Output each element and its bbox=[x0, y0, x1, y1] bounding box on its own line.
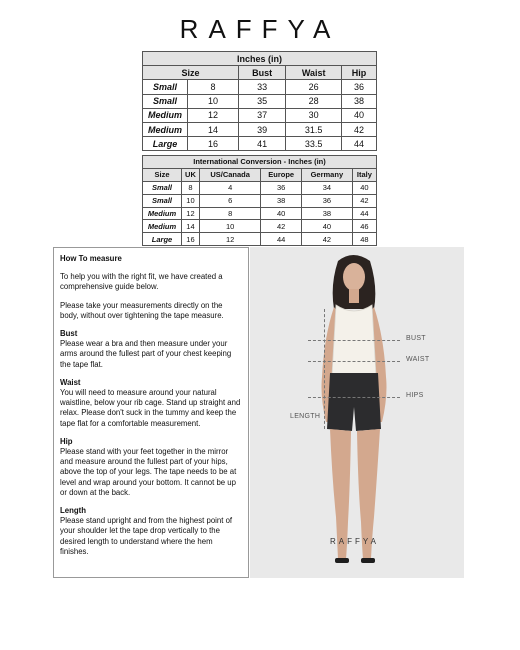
brand-logo: RAFFYA bbox=[179, 14, 341, 44]
waist-guide-line bbox=[308, 361, 400, 362]
germany-value: 34 bbox=[302, 181, 353, 194]
uk-size: 10 bbox=[188, 94, 239, 108]
international-conversion-table bbox=[142, 155, 377, 246]
table-row bbox=[143, 80, 377, 94]
size-label: Medium bbox=[143, 122, 188, 136]
bust-text: Please wear a bra and then measure under your arms around the fullest part of your chest keeping the tape flat. bbox=[60, 339, 232, 369]
italy-value: 44 bbox=[352, 207, 376, 220]
size-label: Large bbox=[143, 137, 188, 151]
italy-value: 48 bbox=[352, 233, 376, 246]
table-row bbox=[143, 122, 377, 136]
how-to-measure-panel bbox=[53, 247, 249, 578]
waist-text: You will need to measure around your natural waistline, below your rib cage. Stand up straight and relax. Please don't suck in the tummy and keep the tape flat for a comfortable measurement. bbox=[60, 388, 241, 428]
bust-heading: Bust bbox=[60, 329, 78, 339]
uk-value: 12 bbox=[182, 207, 200, 220]
hip-value: 40 bbox=[342, 108, 377, 122]
hip-value: 38 bbox=[342, 94, 377, 108]
uk-value: 14 bbox=[182, 220, 200, 233]
uk-size: 14 bbox=[188, 122, 239, 136]
header-size: Size bbox=[143, 66, 239, 80]
uk-size: 12 bbox=[188, 108, 239, 122]
length-text: Please stand upright and from the highest point of your shoulder let the tape drop vertically to the desired length to understand where the hem finishes. bbox=[60, 516, 233, 556]
uk-value: 8 bbox=[182, 181, 200, 194]
waist-value: 28 bbox=[286, 94, 342, 108]
bust-label: BUST bbox=[406, 335, 426, 342]
uk-value: 16 bbox=[182, 233, 200, 246]
bust-value: 33 bbox=[239, 80, 286, 94]
italy-value: 40 bbox=[352, 181, 376, 194]
table-row bbox=[143, 137, 377, 151]
us-value: 12 bbox=[199, 233, 260, 246]
guide-title: How To measure bbox=[60, 254, 122, 263]
guide-intro-2: Please take your measurements directly on the body, without over tightening the tape measure. bbox=[60, 300, 224, 320]
bust-value: 39 bbox=[239, 122, 286, 136]
europe-value: 42 bbox=[261, 220, 302, 233]
size-label: Medium bbox=[143, 108, 188, 122]
header-us-canada: US/Canada bbox=[199, 168, 260, 181]
table-row bbox=[143, 220, 377, 233]
waist-label: WAIST bbox=[406, 356, 430, 363]
table-row bbox=[143, 181, 377, 194]
header-uk: UK bbox=[182, 168, 200, 181]
waist-value: 30 bbox=[286, 108, 342, 122]
italy-value: 42 bbox=[352, 194, 376, 207]
table-row bbox=[143, 207, 377, 220]
size-label: Small bbox=[143, 194, 182, 207]
size-label: Small bbox=[143, 80, 188, 94]
model-measurement-photo bbox=[250, 247, 464, 578]
header-bust: Bust bbox=[239, 66, 286, 80]
hips-guide-line bbox=[308, 397, 400, 398]
photo-brand-mark: RAFFYA bbox=[330, 537, 379, 546]
bust-value: 37 bbox=[239, 108, 286, 122]
europe-value: 38 bbox=[261, 194, 302, 207]
inches-size-table bbox=[142, 51, 377, 151]
inches-table-title: Inches (in) bbox=[143, 52, 377, 66]
hips-label: HIPS bbox=[406, 392, 424, 399]
guide-intro: To help you with the right fit, we have created a comprehensive guide below. bbox=[60, 272, 223, 292]
germany-value: 36 bbox=[302, 194, 353, 207]
size-label: Medium bbox=[143, 207, 182, 220]
table-row bbox=[143, 94, 377, 108]
uk-value: 10 bbox=[182, 194, 200, 207]
hip-value: 36 bbox=[342, 80, 377, 94]
bust-value: 35 bbox=[239, 94, 286, 108]
header-waist: Waist bbox=[286, 66, 342, 80]
header-size: Size bbox=[143, 168, 182, 181]
europe-value: 40 bbox=[261, 207, 302, 220]
hip-value: 44 bbox=[342, 137, 377, 151]
us-value: 10 bbox=[199, 220, 260, 233]
europe-value: 36 bbox=[261, 181, 302, 194]
bust-value: 41 bbox=[239, 137, 286, 151]
germany-value: 42 bbox=[302, 233, 353, 246]
size-label: Small bbox=[143, 94, 188, 108]
waist-heading: Waist bbox=[60, 377, 81, 387]
table-row bbox=[143, 233, 377, 246]
hip-heading: Hip bbox=[60, 436, 73, 446]
uk-size: 16 bbox=[188, 137, 239, 151]
us-value: 6 bbox=[199, 194, 260, 207]
europe-value: 44 bbox=[261, 233, 302, 246]
waist-value: 33.5 bbox=[286, 137, 342, 151]
header-hip: Hip bbox=[342, 66, 377, 80]
header-europe: Europe bbox=[261, 168, 302, 181]
uk-size: 8 bbox=[188, 80, 239, 94]
hip-value: 42 bbox=[342, 122, 377, 136]
germany-value: 40 bbox=[302, 220, 353, 233]
length-label: LENGTH bbox=[290, 413, 321, 420]
table-row bbox=[143, 108, 377, 122]
us-value: 8 bbox=[199, 207, 260, 220]
table-row bbox=[143, 194, 377, 207]
waist-value: 26 bbox=[286, 80, 342, 94]
header-germany: Germany bbox=[302, 168, 353, 181]
size-label: Small bbox=[143, 181, 182, 194]
conversion-table-title: International Conversion - Inches (in) bbox=[143, 156, 377, 169]
size-label: Large bbox=[143, 233, 182, 246]
hip-text: Please stand with your feet together in the mirror and measure around the fullest part of your hips, above the top of your legs. The tape needs to be at level and wrap around your bottom. It cannot be up or down at the back. bbox=[60, 447, 237, 497]
bust-guide-line bbox=[308, 340, 400, 341]
length-heading: Length bbox=[60, 506, 86, 516]
size-label: Medium bbox=[143, 220, 182, 233]
header-italy: Italy bbox=[352, 168, 376, 181]
waist-value: 31.5 bbox=[286, 122, 342, 136]
length-guide-line bbox=[324, 309, 325, 429]
model-figure-illustration bbox=[250, 247, 464, 578]
germany-value: 38 bbox=[302, 207, 353, 220]
us-value: 4 bbox=[199, 181, 260, 194]
italy-value: 46 bbox=[352, 220, 376, 233]
